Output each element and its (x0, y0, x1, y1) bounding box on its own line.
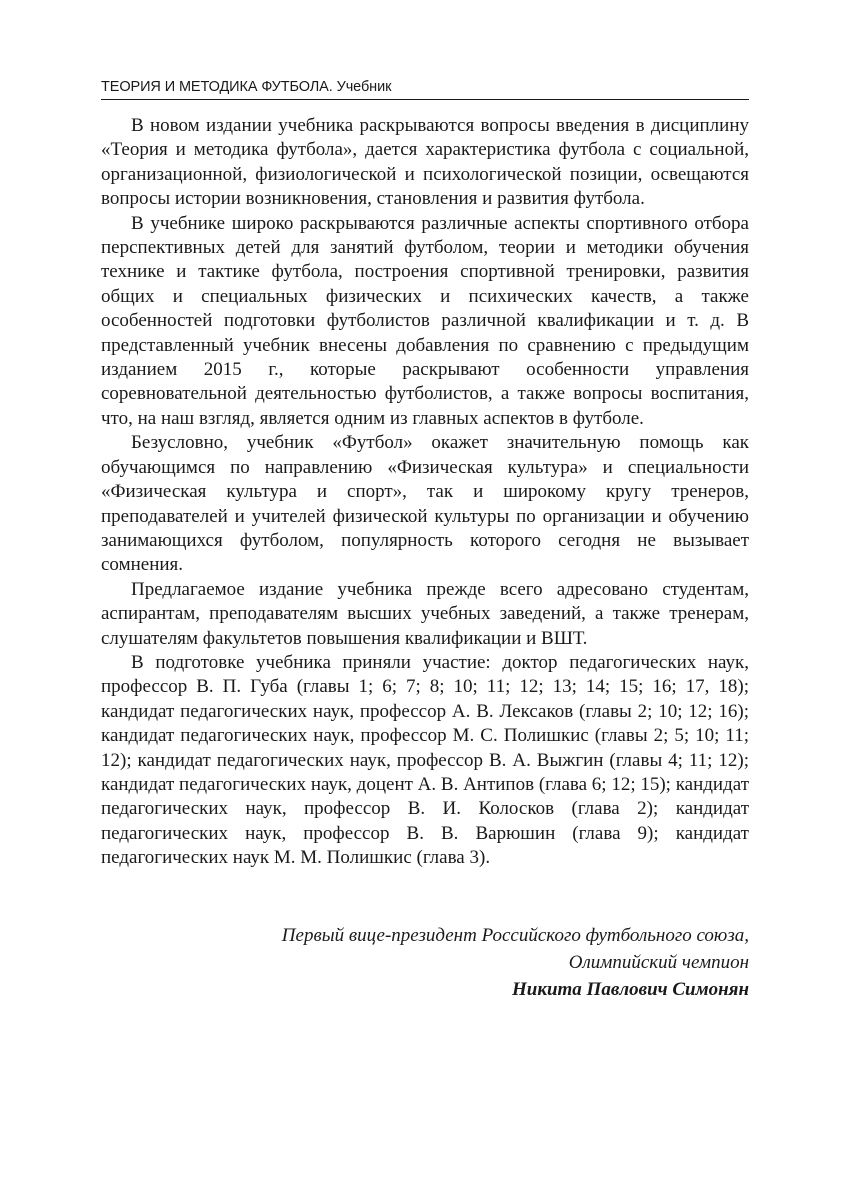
paragraph-3: Безусловно, учебник «Футбол» окажет значительную помощь как обучающимся по направлению «Физическая культура» и специальности «Физическая культура и спорт», так и широкому кругу тренеров, преподавателей и учителей физической культуры по организации и обучению занимающихся футболом, популярность которого сегодня не вызывает сомнения. (101, 432, 749, 576)
paragraph-4: Предлагаемое издание учебника прежде всего адресовано студентам, аспирантам, преподавателям высших учебных заведений, а также тренерам, слушателям факультетов повышения квалификации и ВШТ. (101, 578, 749, 649)
signature-name: Никита Павлович Симонян (511, 978, 749, 1000)
preface-body (101, 114, 749, 871)
signature-block (101, 922, 749, 1003)
paragraph-2: В учебнике широко раскрываются различные аспекты спортивного отбора перспективных детей для занятий футболом, теории и методики обучения технике и тактике футбола, построения спортивной тренировки, развития общих и специальных физических и психических качеств, а также особенностей подготовки футболистов различной квалификации и т. д. В представленный учебник внесены добавления по сравнению с предыдущим изданием 2015 г., которые раскрывают особенности управления соревновательной деятельностью футболистов, а также вопросы воспитания, что, на наш взгляд, является одним из главных аспектов в футболе. (101, 212, 749, 429)
paragraph-1: В новом издании учебника раскрываются вопросы введения в дисциплину «Теория и методика футбола», дается характеристика футбола с социальной, организационной, физиологической и психологической позиции, освещаются вопросы истории возникновения, становления и развития футбола. (101, 115, 749, 210)
paragraph-5: В подготовке учебника приняли участие: доктор педагогических наук, профессор В. П. Губа (главы 1; 6; 7; 8; 10; 11; 12; 13; 14; 15; 16; 17, 18); кандидат педагогических наук, профессор А. В. Лексаков (главы 2; 10; 12; 16); кандидат педагогических наук, профессор М. С. Полишкис (главы 2; 5; 10; 11; 12); кандидат педагогических наук, профессор В. А. Выжгин (главы 4; 11; 12); кандидат педагогических наук, доцент А. В. Антипов (глава 6; 12; 15); кандидат педагогических наук, профессор В. И. Колосков (глава 2); кандидат педагогических наук, профессор В. В. Варюшин (глава 9); кандидат педагогических наук М. М. Полишкис (глава 3). (101, 651, 749, 869)
page (101, 72, 749, 1003)
signature-position: Первый вице-президент Российского футбольного союза, (281, 924, 749, 946)
running-header: ТЕОРИЯ И МЕТОДИКА ФУТБОЛА. Учебник (101, 78, 749, 100)
signature-title: Олимпийский чемпион (568, 951, 749, 973)
